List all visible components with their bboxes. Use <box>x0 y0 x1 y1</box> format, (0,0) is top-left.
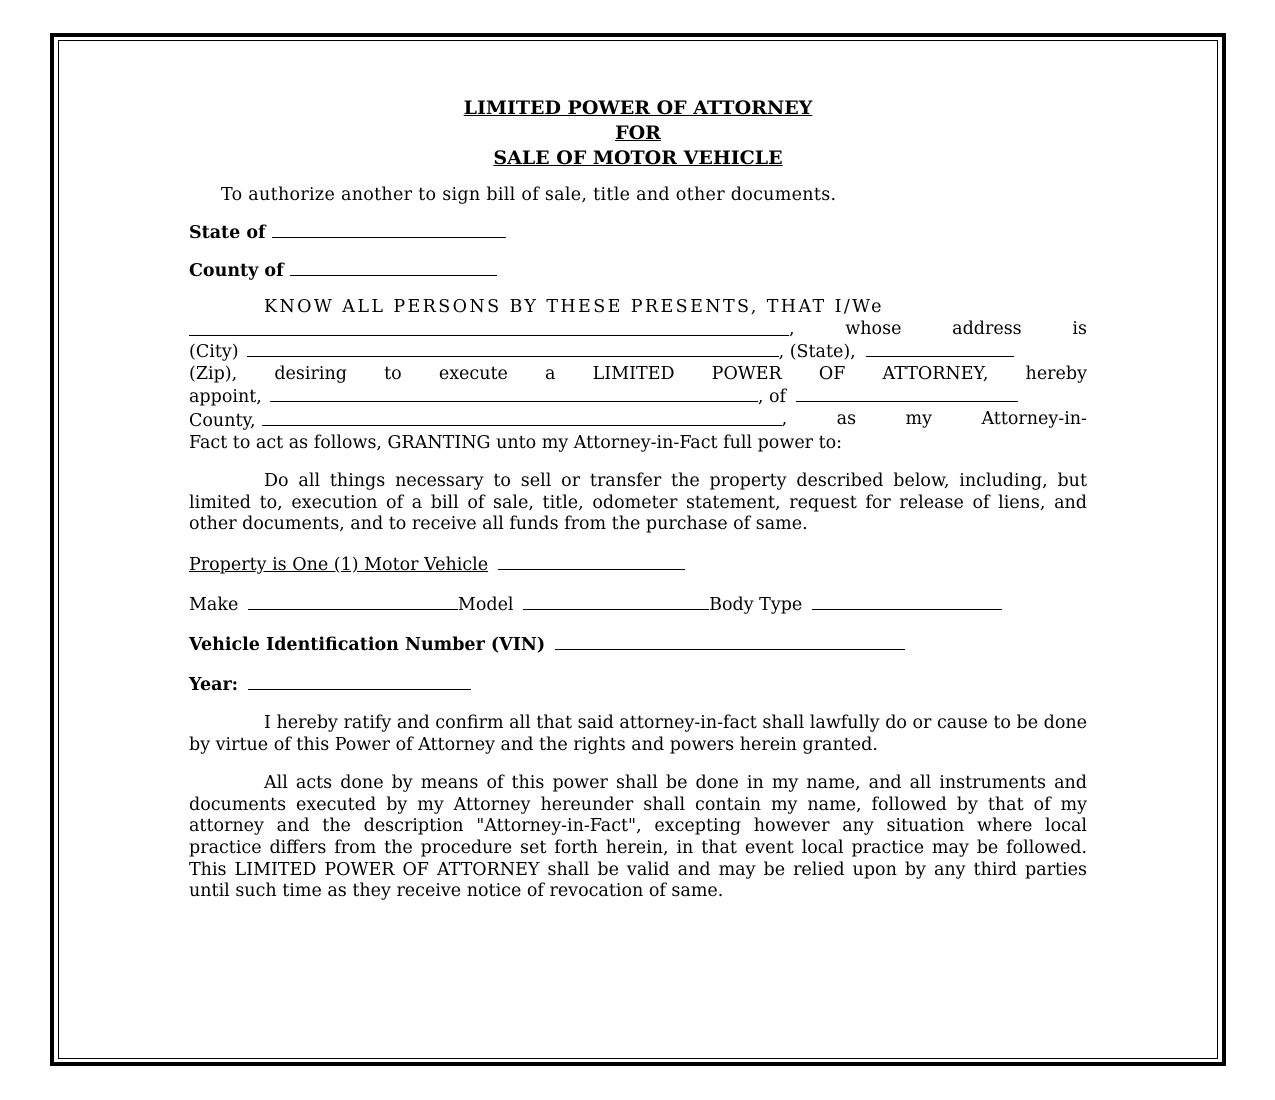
county-inline-label: County, <box>189 410 256 431</box>
know-all-line-7: Fact to act as follows, GRANTING unto my Attorney-in-Fact full power to: <box>189 432 843 453</box>
property-field <box>189 553 1087 576</box>
city-label: (City) <box>189 342 239 363</box>
title-line-1: LIMITED POWER OF ATTORNEY <box>463 97 813 119</box>
state-blank[interactable] <box>272 221 506 238</box>
make-blank[interactable] <box>248 593 458 610</box>
title-line-3: SALE OF MOTOR VEHICLE <box>493 147 783 169</box>
grantor-name-blank[interactable] <box>189 319 789 336</box>
know-all-text: KNOW ALL PERSONS BY THESE PRESENTS, THAT I/We <box>264 297 884 317</box>
property-label: Property is One (1) Motor Vehicle <box>189 554 489 575</box>
ratify-paragraph: I hereby ratify and confirm all that said attorney-in-fact shall lawfully do or cause to be done by virtue of this Power of Attorney and the rights and powers herein granted. <box>189 712 1087 755</box>
all-acts-paragraph: All acts done by means of this power shall be done in my name, and all instruments and documents executed by my Attorney hereunder shall contain my name, followed by that of my attorney and the description "Attorney-in-Fact", excepting however any situation where local practice differs from the procedure set forth herein, in that event local practice may be followed. This LIMITED POWER OF ATTORNEY shall be valid and may be relied upon by any third parties until such time as they receive notice of revocation of same. <box>189 773 1087 902</box>
appoint-label: appoint, <box>189 387 262 408</box>
document-body <box>189 96 1087 903</box>
do-all-paragraph: Do all things necessary to sell or transfer the property described below, including, but limited to, execution of a bill of sale, title, odometer statement, request for release of liens, and other documents, and to receive all funds from the purchase of same. <box>189 471 1087 535</box>
of-label: , of <box>757 387 786 408</box>
know-all-line-3 <box>189 340 1087 364</box>
year-field <box>189 673 1087 696</box>
state-inline-blank[interactable] <box>866 340 1014 357</box>
know-all-line-1 <box>189 297 1087 319</box>
year-label: Year: <box>189 674 239 695</box>
property-blank[interactable] <box>498 553 685 570</box>
city-blank[interactable] <box>247 340 779 357</box>
attorney-city-blank[interactable] <box>796 385 1018 402</box>
attorney-county-blank[interactable] <box>262 409 782 426</box>
vin-blank[interactable] <box>555 633 905 650</box>
body-type-blank[interactable] <box>812 593 1002 610</box>
document-title <box>189 96 1087 171</box>
body-type-label: Body Type <box>709 594 803 615</box>
state-field <box>189 221 1087 245</box>
as-my-text: , as my Attorney-in- <box>781 408 1087 429</box>
year-blank[interactable] <box>248 673 471 690</box>
model-label: Model <box>457 594 514 615</box>
know-all-line-4: (Zip), desiring to execute a LIMITED POWER OF ATTORNEY, hereby <box>189 363 1087 384</box>
model-blank[interactable] <box>523 593 709 610</box>
state-inline-label: , (State), <box>778 342 856 363</box>
attorney-name-blank[interactable] <box>270 385 758 402</box>
vin-field <box>189 633 1087 656</box>
know-all-line-6 <box>189 409 1087 433</box>
whose-address-text: , whose address is <box>789 318 1087 339</box>
county-field <box>189 259 1087 283</box>
title-line-2: FOR <box>615 122 661 144</box>
document-subtitle: To authorize another to sign bill of sale, title and other documents. <box>221 185 837 205</box>
make-model-body-field <box>189 593 1087 616</box>
know-all-paragraph <box>189 297 1087 454</box>
know-all-line-2 <box>189 319 1087 341</box>
know-all-line-5 <box>189 385 1087 409</box>
state-label: State of <box>189 223 266 243</box>
vin-label: Vehicle Identification Number (VIN) <box>189 634 546 655</box>
county-blank[interactable] <box>290 259 497 276</box>
make-label: Make <box>189 594 239 615</box>
county-label: County of <box>189 261 284 281</box>
